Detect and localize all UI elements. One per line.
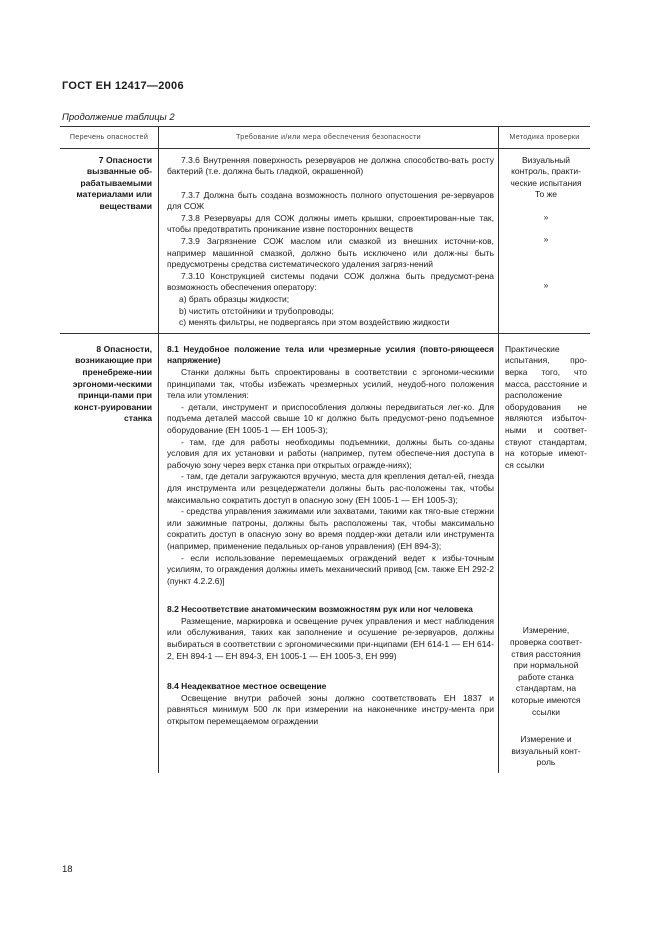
table-header-row [60,127,590,149]
section-heading: 8.2 Несоответствие анатомическим возможностям рук или ног человека [167,604,473,615]
requirements-cell [159,148,499,333]
column-header-verification: Методика проверки [499,127,591,149]
verification-method: » [543,211,549,222]
verification-method: » [543,280,549,291]
section-heading: 8.4 Неадекватное местное освещение [167,681,327,692]
column-header-hazards: Перечень опасностей [60,127,159,149]
table-row [60,148,590,333]
section-heading: 8.1 Неудобное положение тела или чрезмерные усилия (повто-ряющееся напряжение) [167,343,494,366]
requirement-paragraph: - средства управления зажимами или захватами, такими как тяго-вые стержни или зажимные патроны, должны быть расположены так, чтобы максимально сократить доступ в опасную зону во время поддер-жки детали или инструмента (например, применение педальных ор-ганов управления) (ЕН 894-3); [167,506,494,551]
verification-method: Практические испытания, про-верка того, что масса, расстояние и расположение оборудования не являются избыточ-ными и соответ-ствуют стандартам, на которые имеют-ся ссылки [505,343,587,470]
requirement-paragraph: Станки должны быть спроектированы в соответствии с эргономи-ческими принципами так, чтобы избежать чрезмерных усилий, неудоб-ного положения тела или утомления: [167,367,494,401]
column-header-requirements: Требование и/или мера обеспечения безопасности [159,127,499,149]
hazard-cell: 8 Опасности, возникающие при пренебреже-нии эргономи-ческими принци-пами при конст-руировании станка [60,333,159,773]
safety-requirements-table [60,126,590,773]
verification-method: » [543,234,549,245]
document-title: ГОСТ ЕН 12417—2006 [62,80,184,92]
requirements-cell [159,333,499,773]
requirement-paragraph: 7.3.8 Резервуары для СОЖ должны иметь крышки, спроектирован-ные так, чтобы предотвратить проникание извне посторонних веществ [167,212,494,235]
table-continuation-caption: Продолжение таблицы 2 [62,112,175,123]
requirement-paragraph: 7.3.7 Должна быть создана возможность полного опустошения ре-зервуаров для СОЖ [167,189,494,212]
verification-cell [499,148,591,333]
requirement-paragraph: - детали, инструмент и приспособления должны передвигаться лег-ко. Для подъема деталей массой свыше 10 кг должно быть предусмот-рено подъемное оборудование (ЕН 1005-1 — ЕН 1005-3); [167,401,494,435]
verification-cell [499,333,591,773]
requirement-paragraph: - если использование перемещаемых ограждений ведет к избы-точным усилиям, то ограждения должны иметь механический привод [см. также ЕН 292-2 (пункт 4.2.2.6)] [167,552,494,586]
requirement-paragraph: - там, где для работы необходимы подъемники, должны быть со-зданы условия для их установки и работы (например, путем обеспече-ния доступа в рабочую зону через верх станка при открытых огражде-ниях); [167,436,494,470]
requirement-paragraph: - там, где детали загружаются вручную, места для крепления детал-ей, гнезда для инструмента или резцедержатели должны быть рас-положены так, чтобы максимально сократить доступ в опасную зону (ЕН 1005-1 — ЕН 1005-3); [167,471,494,505]
requirement-list-item: с) менять фильтры, не подвергаясь при этом воздействию жидкости [179,317,450,328]
table-row [60,333,590,773]
verification-method: То же [534,189,558,200]
requirement-paragraph: 7.3.9 Загрязнение СОЖ маслом или смазкой из внешних источни-ков, например машинной смазкой, должно быть исключено или долж-ны быть предусмотрены средства систематического удаления загряз-нений [167,236,494,270]
requirement-paragraph: Освещение внутри рабочей зоны должно соответствовать ЕН 1837 и равняться минимум 500 лк при измерении на наконечнике инстру-мента при открытом перемещаемом ограждении [167,692,494,727]
requirement-list-item: b) чистить отстойники и трубопроводы; [179,305,334,316]
hazard-cell: 7 Опасности вызванные об-рабатываемыми материалами или веществами [60,148,159,333]
requirement-paragraph: 7.3.10 Конструкцией системы подачи СОЖ должна быть предусмот-рена возможность обеспечения оператору: [167,270,494,293]
verification-method: Измерение, проверка соответ-ствия расстояния при нормальной работе станка стандартам, на которые имеются ссылки [509,625,583,717]
verification-method: Визуальный контроль, практи-ческие испытания [510,154,582,188]
requirement-paragraph: Размещение, маркировка и освещение ручек управления и мест наблюдения или обслуживания, таких как заполнение и осушение ре-зервуаров, должны выбираться в соответствии с эргономическими при-нципами (ЕН 614-1 — ЕН 614-2, ЕН 894-1 — ЕН 894-3, ЕН 1005-1 — ЕН 1005-3, ЕН 999) [167,615,494,661]
requirement-list-item: а) брать образцы жидкости; [179,294,290,305]
verification-method: Измерение и визуальный конт-роль [511,734,581,768]
requirement-paragraph: 7.3.6 Внутренняя поверхность резервуаров не должна способство-вать росту бактерий (т.е. должна быть гладкой, окрашенной) [167,154,494,177]
page-number: 18 [62,864,73,875]
